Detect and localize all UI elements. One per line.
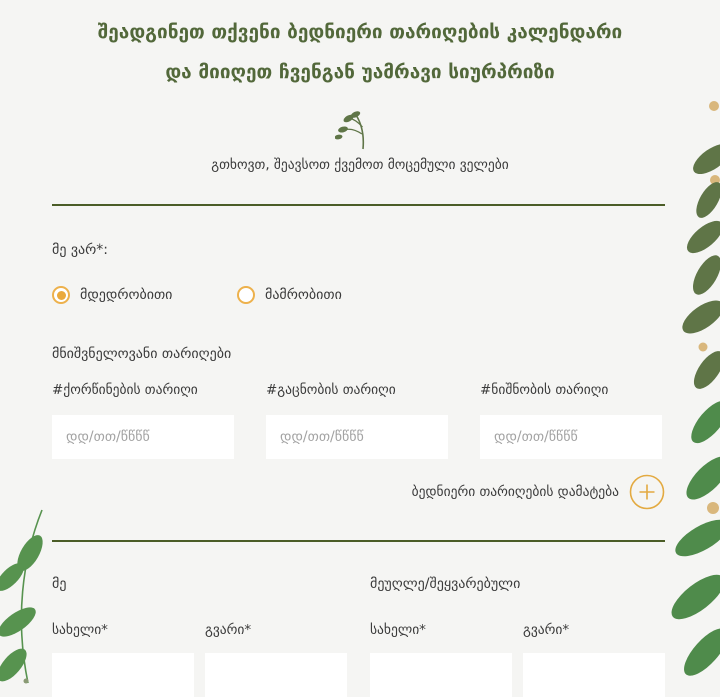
partner-heading: მეუღლე/შეყვარებული <box>370 576 521 592</box>
radio-female-input[interactable] <box>52 286 70 304</box>
radio-option-female[interactable] <box>52 286 237 304</box>
me-lastname-field <box>205 622 347 697</box>
gender-group-label: მე ვარ*: <box>52 242 109 258</box>
radio-female-label: მდედრობითი <box>80 287 173 303</box>
me-fields <box>52 622 347 697</box>
me-lastname-input[interactable] <box>205 653 347 697</box>
dates-grid <box>52 382 665 459</box>
me-heading: მე <box>52 576 67 592</box>
gender-radio-group <box>52 286 665 304</box>
partner-firstname-field <box>370 622 512 697</box>
sprig-icon <box>335 110 385 150</box>
partner-lastname-input[interactable] <box>523 653 665 697</box>
date-field-wedding <box>52 382 234 459</box>
partner-firstname-input[interactable] <box>370 653 512 697</box>
radio-option-male[interactable] <box>237 286 342 304</box>
divider-bottom <box>52 540 665 542</box>
important-dates-heading: მნიშვნელოვანი თარიღები <box>52 346 232 362</box>
people-headings <box>52 574 665 594</box>
divider-top <box>52 204 665 206</box>
people-grid <box>52 622 665 697</box>
page-title <box>0 0 720 92</box>
me-firstname-field <box>52 622 194 697</box>
wedding-date-input[interactable] <box>52 415 234 459</box>
me-firstname-label: სახელი* <box>52 622 108 638</box>
meeting-date-label: #გაცნობის თარიღი <box>266 382 396 398</box>
partner-lastname-field <box>523 622 665 697</box>
date-field-meeting <box>266 382 448 459</box>
page-title-line2: და მიიღეთ ჩვენგან უამრავი სიურპრიზი <box>165 61 555 83</box>
add-dates-label: ბედნიერი თარიღების დამატება <box>411 484 619 500</box>
date-field-engagement <box>480 382 662 459</box>
partner-fields <box>370 622 665 697</box>
me-firstname-input[interactable] <box>52 653 194 697</box>
engagement-date-input[interactable] <box>480 415 662 459</box>
add-dates-button[interactable] <box>52 474 665 510</box>
plus-circle-icon[interactable] <box>629 474 665 510</box>
engagement-date-label: #ნიშნობის თარიღი <box>480 382 609 398</box>
partner-lastname-label: გვარი* <box>523 622 570 638</box>
radio-male-input[interactable] <box>237 286 255 304</box>
wedding-date-label: #ქორწინების თარიღი <box>52 382 198 398</box>
form-instruction: გთხოვთ, შეავსოთ ქვემოთ მოცემული ველები <box>211 157 509 173</box>
meeting-date-input[interactable] <box>266 415 448 459</box>
page-title-line1: შეადგინეთ თქვენი ბედნიერი თარიღების კალენდარი <box>97 21 623 43</box>
me-lastname-label: გვარი* <box>205 622 252 638</box>
partner-firstname-label: სახელი* <box>370 622 426 638</box>
radio-male-label: მამრობითი <box>265 287 342 303</box>
